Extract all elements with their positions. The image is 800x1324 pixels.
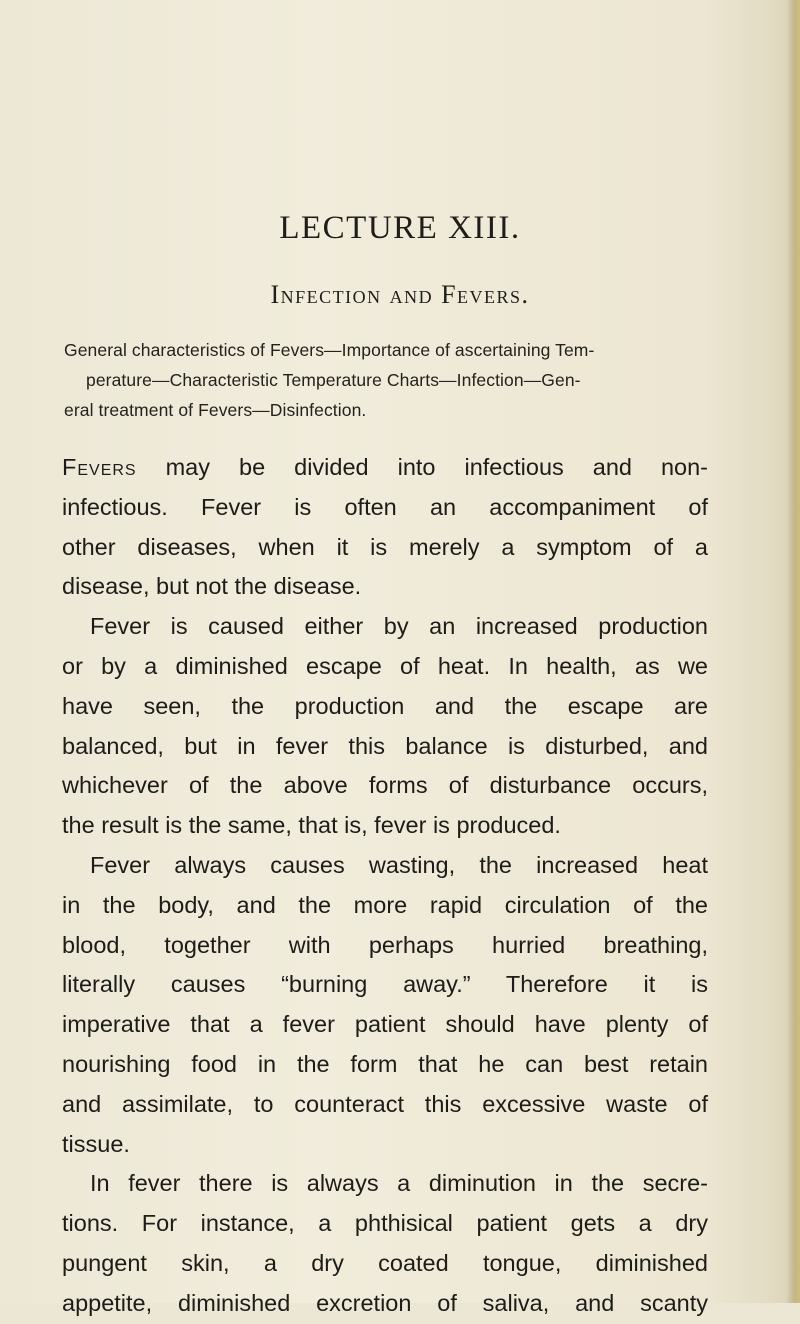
body-text xyxy=(62,448,762,1324)
text-line: imperative that a fever patient should have plenty of xyxy=(62,1011,708,1038)
text-fragment: may be divided into infectious and non- xyxy=(136,454,708,480)
text-line: blood, together with perhaps hurried breathing, xyxy=(62,931,708,958)
text-line: nourishing food in the form that he can best retain xyxy=(62,1050,708,1077)
text-line: Fever is caused either by an increased production xyxy=(90,613,708,640)
paragraph xyxy=(62,1164,762,1323)
chapter-synopsis xyxy=(64,335,746,425)
text-line: have seen, the production and the escape are xyxy=(62,692,708,719)
text-line: disease, but not the disease. xyxy=(62,573,362,600)
text-line: the result is the same, that is, fever is produced. xyxy=(62,812,561,839)
lead-word: Fevers xyxy=(62,454,137,480)
text-line xyxy=(62,448,708,488)
synopsis-line: General characteristics of Fevers—Importance of ascertaining Tem- xyxy=(64,340,595,360)
text-line: whichever of the above forms of disturbance occurs, xyxy=(62,772,708,799)
text-line: infectious. Fever is often an accompaniment of xyxy=(62,493,708,520)
text-line: and assimilate, to counteract this excessive waste of xyxy=(62,1090,708,1117)
paragraph xyxy=(62,607,762,846)
paragraph xyxy=(62,846,762,1164)
text-line: tissue. xyxy=(62,1130,130,1157)
text-line: pungent skin, a dry coated tongue, diminished xyxy=(62,1249,708,1276)
page-edge-shadow xyxy=(786,0,800,1303)
lecture-heading: LECTURE XIII. xyxy=(279,210,521,246)
text-line: In fever there is always a diminution in the secre- xyxy=(90,1170,708,1197)
paragraph xyxy=(62,448,762,607)
text-line: in the body, and the more rapid circulation of the xyxy=(62,891,708,918)
text-line: balanced, but in fever this balance is disturbed, and xyxy=(62,732,708,759)
text-line: Fever always causes wasting, the increased heat xyxy=(90,851,708,878)
lecture-subtitle: Infection and Fevers. xyxy=(270,280,530,309)
text-line: tions. For instance, a phthisical patient gets a dry xyxy=(62,1210,708,1237)
text-line: other diseases, when it is merely a symptom of a xyxy=(62,533,708,560)
text-line: or by a diminished escape of heat. In health, as we xyxy=(62,652,708,679)
text-line: literally causes “burning away.” Therefore it is xyxy=(62,971,708,998)
text-line: appetite, diminished excretion of saliva, and scanty xyxy=(62,1289,708,1316)
synopsis-line: eral treatment of Fevers—Disinfection. xyxy=(64,400,367,420)
synopsis-line: perature—Characteristic Temperature Charts—Infection—Gen- xyxy=(86,370,581,390)
